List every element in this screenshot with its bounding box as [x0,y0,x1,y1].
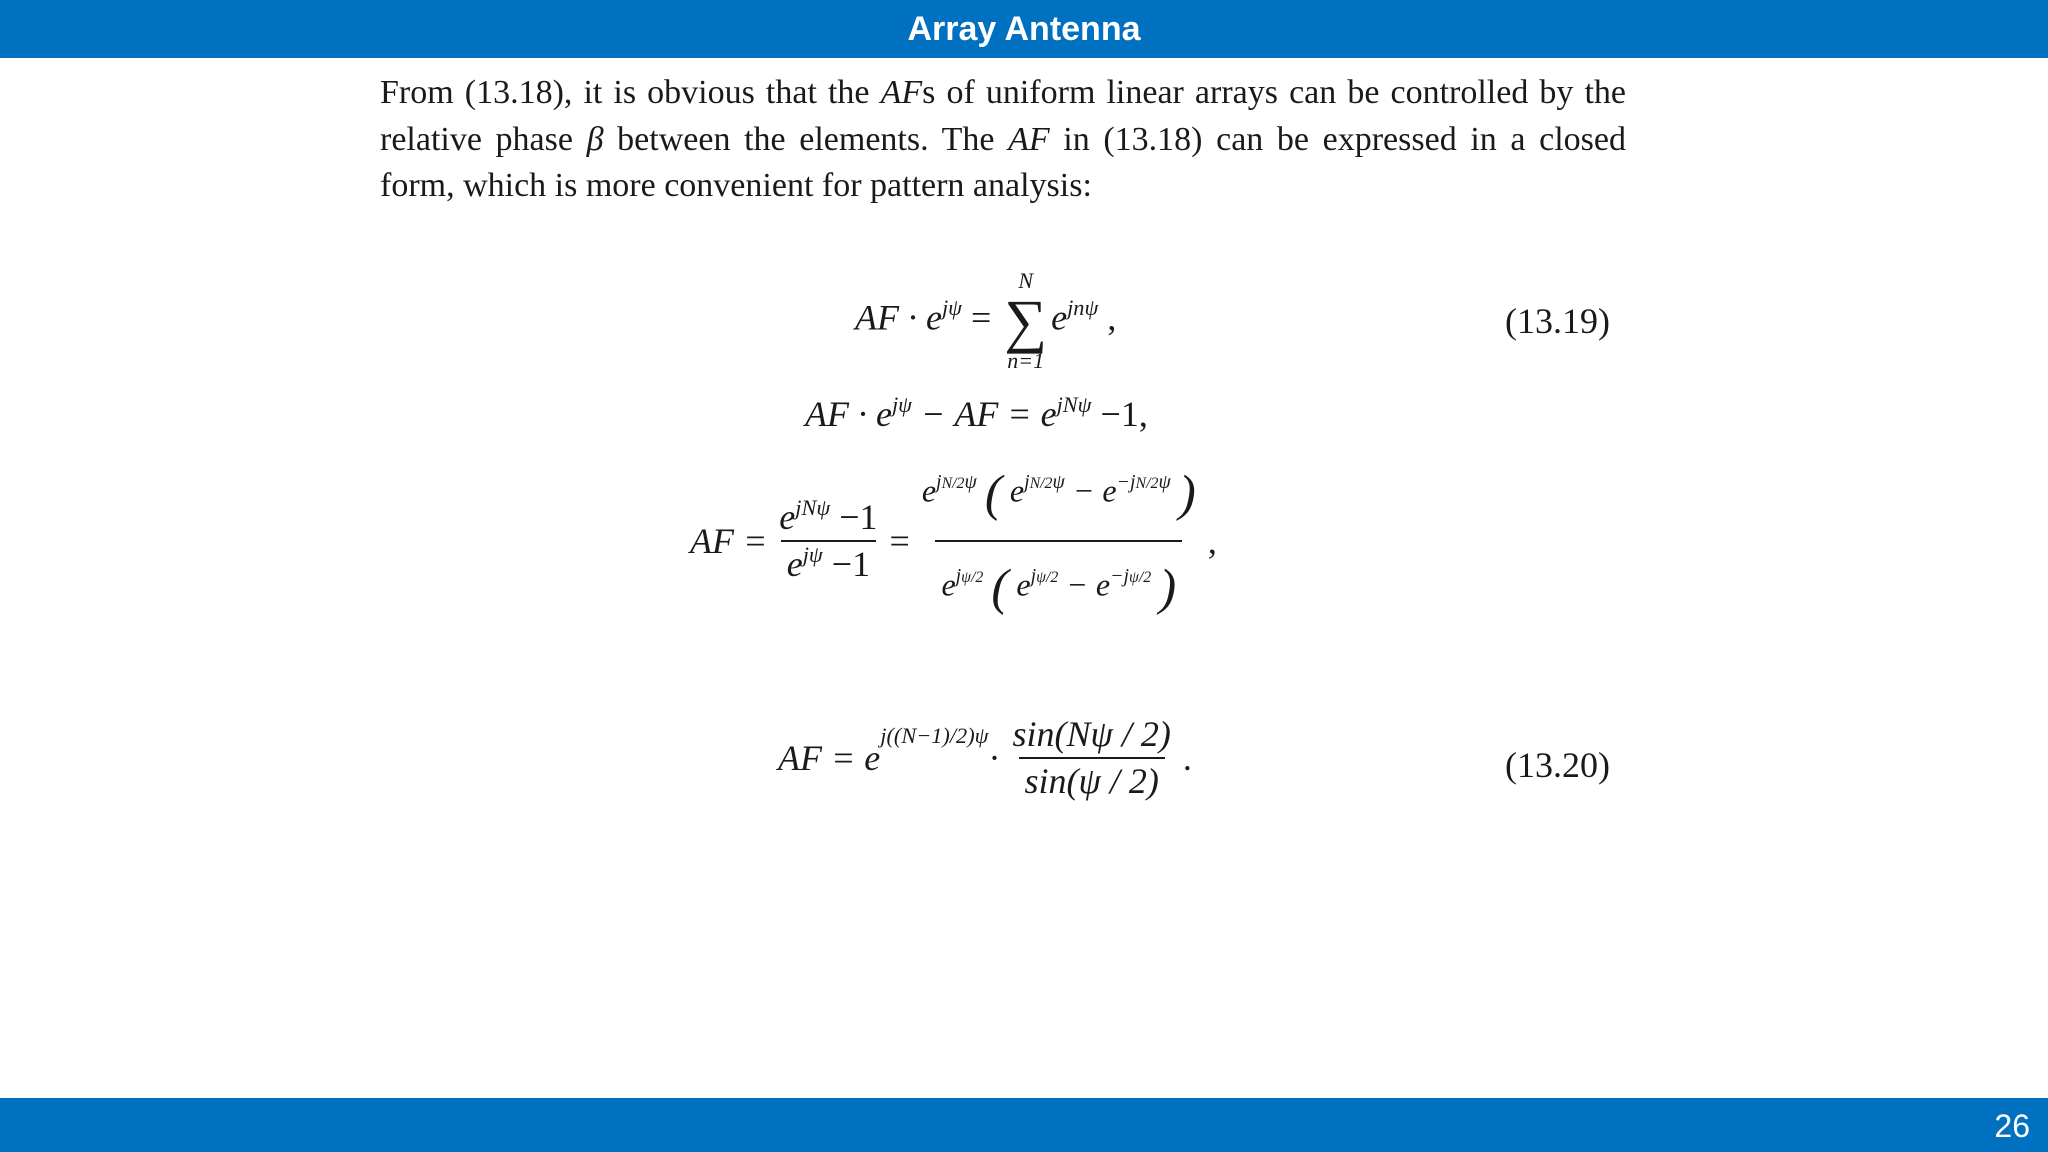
fraction-denominator: $e^{j\psi/2}$ ( $e^{j\psi/2} - e^{-j\psi/2}$ ) [935,540,1182,620]
eq-base: e [786,544,803,584]
fraction-sinc [1007,712,1177,804]
paragraph-text: in (13.18) can be expressed in a closed form, which is more convenient for pattern analysis: [380,120,1626,204]
equation-af-difference [805,393,1148,435]
eq-exponent: jNψ [1056,391,1092,417]
eq-equals: = [889,521,910,561]
eq-exponent: jψ [891,391,913,417]
equation-af-closed-form [690,462,1217,620]
paragraph-af: AF [880,74,923,111]
paragraph-text: s of uniform linear arrays can be controlled by the relative phase [380,74,1627,158]
slide-title: Array Antenna [907,10,1141,48]
eq-base: e [779,497,796,537]
fraction-numerator [773,495,883,540]
eq-part: −1, [1091,394,1148,434]
paragraph-af: AF [1008,120,1050,158]
eq-exponent: j((N−1)/2)ψ [880,722,989,748]
equation-number-13-20: (13.20) [1505,745,1610,785]
body-paragraph [380,70,1626,210]
eq-tail: , [1098,297,1117,338]
sum-symbol: ∑ [1004,288,1048,355]
paragraph-beta: β [586,120,604,158]
eq-term: e [1051,297,1068,338]
eq-tail: , [1207,521,1217,561]
footer-bar [0,1098,2048,1152]
fraction-numerator: $e^{jN/2\psi}$ ( $e^{jN/2\psi} - e^{-jN/2\psi}$ ) [921,465,1196,522]
eq-lhs: AF · e [855,297,942,338]
eq-exponent: jψ [941,295,963,321]
paragraph-text: between the elements. The [603,120,1009,158]
equation-number-13-19: (13.19) [1505,301,1610,341]
fraction-geometric [773,495,883,587]
eq-exponent: jψ [802,541,823,567]
sum-lower-limit: n=1 [1007,348,1045,374]
paragraph-text: From (13.18), it is obvious that the [380,74,881,111]
eq-tail: . [1182,738,1192,778]
eq-tail: −1 [822,544,871,584]
fraction-numerator: sin(Nψ / 2) [1012,714,1171,754]
page-number: 26 [1994,1108,2030,1144]
equation-13-20 [778,712,1192,804]
fraction-denominator: sin(ψ / 2) [1019,757,1165,804]
slide-title-bar [0,0,2048,58]
fraction-denominator [781,540,876,587]
equation-13-19 [855,268,1116,375]
eq-lhs: AF = e [778,738,881,778]
eq-lhs: AF = [690,521,768,561]
summation [1004,268,1047,375]
eq-exponent: jnψ [1067,295,1099,321]
eq-part: AF · e [805,394,892,434]
sum-upper-limit: N [1018,268,1034,293]
eq-part: − AF = e [912,394,1057,434]
eq-exponent: jNψ [795,494,831,520]
eq-tail: −1 [830,497,878,537]
fraction-factored [916,462,1202,620]
eq-equals: = [962,297,1001,338]
eq-dot: · [988,738,1001,778]
